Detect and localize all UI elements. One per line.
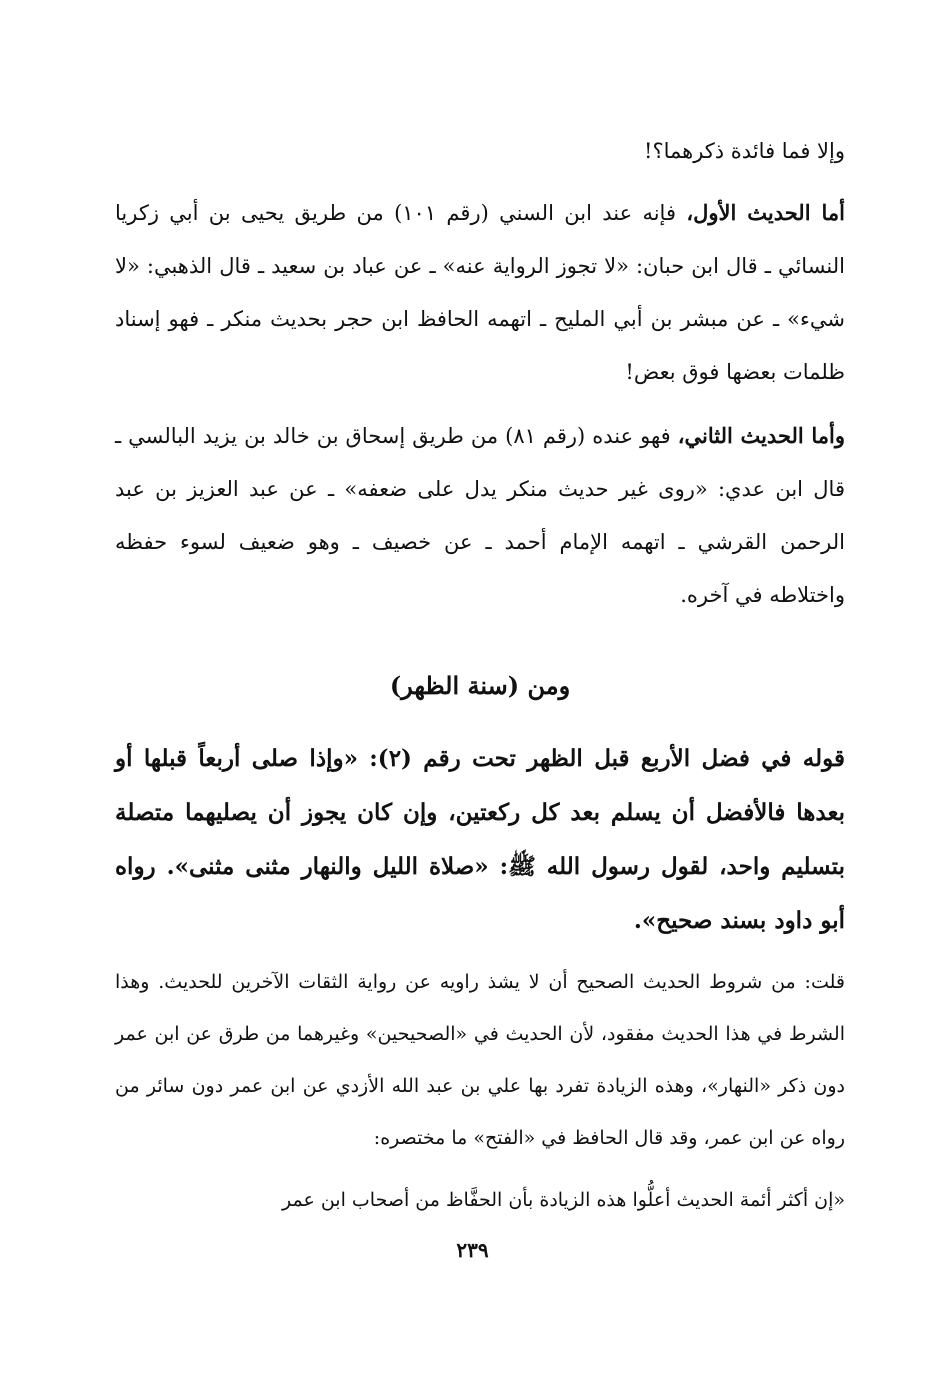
- paragraph-lead: أما الحديث الأول،: [686, 200, 845, 225]
- quoted-passage: قوله في فضل الأربع قبل الظهر تحت رقم (٢): «وإذا صلى أربعاً قبلها أو بعدها فالأفضل أن يسلم بعد كل ركعتين، وإن كان يجوز أن يصليهما متصلة بتسليم واحد، لقول رسول الله ﷺ: «صلاة الليل والنهار مثنى مثنى». رواه أبو داود بسند صحيح».: [115, 745, 846, 934]
- commentary-continuation: «إن أكثر أئمة الحديث أعلُّوا هذه الزيادة بأن الحفَّاظ من أصحاب ابن عمر: [281, 1189, 845, 1211]
- paragraph-text: فهو عنده (رقم ٨١) من طريق إسحاق بن خالد بن يزيد البالسي ـ قال ابن عدي: «روى غير حديث منكر يدل على ضعفه» ـ عن عبد العزيز بن عبد الرحمن القرشي ـ اتهمه الإمام أحمد ـ عن خصيف ـ وهو ضعيف لسوء حفظه واختلاطه في آخره.: [115, 424, 845, 607]
- page-number: ٢٣٩: [456, 1238, 489, 1262]
- paragraph-text: فإنه عند ابن السني (رقم ١٠١) من طريق يحيى بن أبي زكريا النسائي ـ قال ابن حبان: «لا تجوز الرواية عنه» ـ عن عباد بن سعيد ـ قال الذهبي: «لا شيء» ـ عن مبشر بن أبي المليح ـ اتهمه الحافظ ابن حجر بحديث منكر ـ فهو إسناد ظلمات بعضها فوق بعض!: [115, 201, 845, 384]
- page-body: [115, 125, 845, 1265]
- paragraph-first-hadith: [115, 186, 845, 399]
- section-heading: ومن (سنة الظهر): [389, 671, 571, 700]
- paragraph-second-hadith: [115, 409, 845, 622]
- opening-line: وإلا فما فائدة ذكرهما؟!: [644, 139, 845, 163]
- commentary-paragraph: قلت: من شروط الحديث الصحيح أن لا يشذ راويه عن رواية الثقات الآخرين للحديث. وهذا الشرط في هذا الحديث مفقود، لأن الحديث في «الصحيحين» وغيرهما من طرق عن ابن عمر دون ذكر «النهار»، وهذه الزيادة تفرد بها علي بن عبد الله الأزدي عن ابن عمر دون سائر من رواه عن ابن عمر، وقد قال الحافظ في «الفتح» ما مختصره:: [115, 971, 845, 1149]
- paragraph-lead: وأما الحديث الثاني،: [677, 423, 845, 448]
